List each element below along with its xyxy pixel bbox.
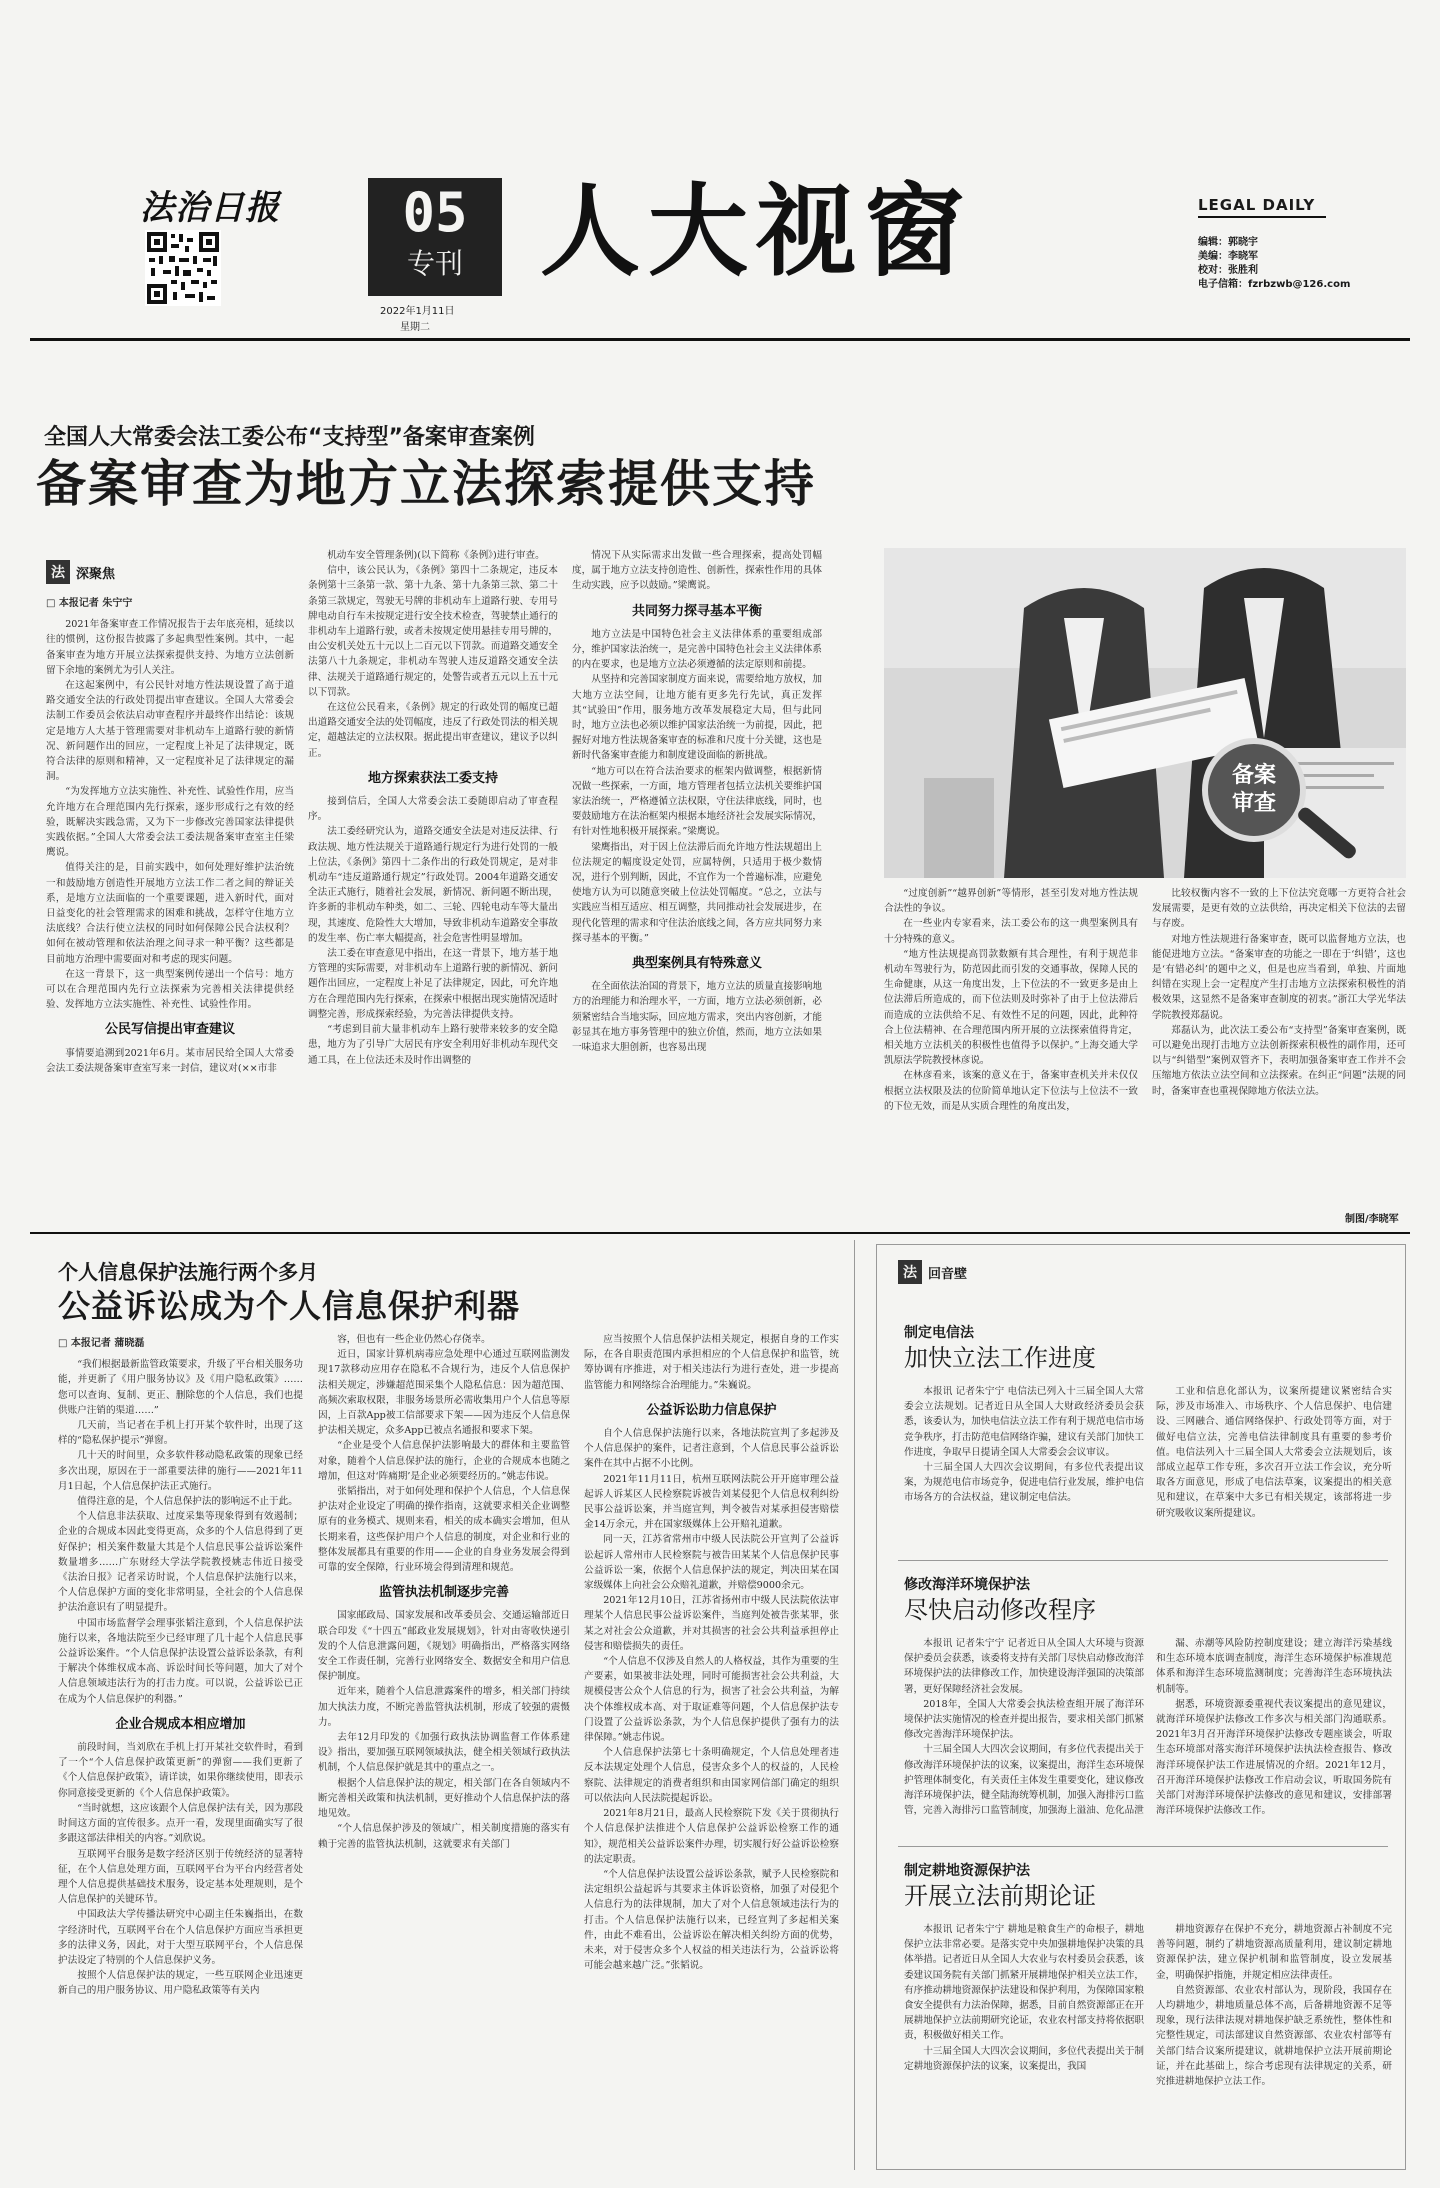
subheading: 监管执法机制逐步完善: [378, 1585, 509, 1601]
sidebar-item-2-kicker: 修改海洋环境保护法: [904, 1577, 1030, 1593]
sidebar-item-2-col-2: [1156, 1636, 1392, 1836]
paragraph: 张韬指出，对于如何处理和保护个人信息，个人信息保护法对企业设定了明确的操作指南，这就要求相关企业调整原有的业务模式、规则来看，相关的成本确实会增加，但从长期来看，这些保护用户个人信息的制度，对企业和行业的整体发展都具有重要的作用——企业的自身业务发展会得到可靠的安全保障，行业环境会得到清理和规范。: [318, 1486, 570, 1574]
paragraph: 个人信息非法获取、过度采集等现象得到有效遏制；企业的合规成本因此变得更高，众多的个人信息得到了更好保护；相关案件数量大其是个人信息民事公益诉讼案件数量增多……广东财经大学法学院教授姚志伟近日接受《法治日报》记者采访时说，个人信息保护法施行以来，个人信息保护方面的变化非常明显，全社会的个人信息保护法治意识有了明显提升。: [58, 1511, 303, 1614]
section-title: 人大视窗: [540, 173, 972, 290]
paragraph: 对地方性法规进行备案审查，既可以监督地方立法，也能促进地方立法。“备案审查的功能之一即在于‘纠错’，这也是‘有错必纠’的题中之义，但是也应当看到，单独、片面地纠错在实现上会一定程度产生打击地方立法探索积极性的消极效果，这显然不是备案审查制度的初衷。”浙江大学光华法学院教授郑磊说。: [1152, 933, 1406, 1021]
paragraph: 法工委经研究认为，道路交通安全法是对违反法律、行政法规、地方性法规关于道路通行规定行为进行处罚的一般上位法，《条例》第四十二条作出的行政处罚规定，是对非机动车“违反道路通行规定”行政处罚。2004年道路交通安全法正式施行，随着社会发展，新情况、新问题不断出现，许多新的非机动车种类，如二、三轮、四轮电动车等大量出现，其速度、危险性大大增加，导致非机动车道路安全事故的发生率、伤亡率大幅提高，社会危害性明显增加。: [308, 826, 558, 944]
sidebar-item-1-col-2: [1156, 1384, 1392, 1554]
paragraph: 信中，该公民认为，《条例》第四十二条规定，违反本条例第十三条第一款、第十九条、第十九条第三款、第二十条第三款规定，驾驶无号牌的非机动车上道路行驶、专用号牌电动自行车未按规定进行安全技术检查，驾驶禁止通行的非机动车上道路行驶，或者未按规定使用悬挂专用号牌的，由公安机关处五十元以上二百元以下罚款。而道路交通安全法第八十九条规定，非机动车驾驶人违反道路交通安全法律、法规关于道路通行规定的，处警告或者五元以上五十元以下罚款。: [308, 565, 558, 698]
paragraph: 工业和信息化部认为，议案所提建议紧密结合实际，涉及市场准入、市场秩序、个人信息保护、电信建设、三网融合、通信网络保护、行政处罚等方面，对于做好电信立法，完善电信法律制度具有重要的参考价值。电信法列入十三届全国人大常委会立法规划后，该部成立起草工作专班，多次召开立法工作会议，充分听取各方面意见，形成了电信法草案，议案提出的相关意见和建议，在草案中大多已有相关规定，该部将进一步研究吸收议案所提建议。: [1156, 1386, 1392, 1519]
sidebar-divider: [898, 1560, 1388, 1561]
paragraph: 值得关注的是，目前实践中，如何处理好维护法治统一和鼓励地方创造性开展地方立法工作二者之间的辩证关系，是地方立法面临的一个重要课题，进入新时代，面对日益变化的社会管理需求的困难和挑战，怎样守住地方立法底线？合法行使立法权的同时如何保障公民合法权利？如何在被动管理和依法治理之间寻求一种平衡？这些都是目前地方治理中需要面对和考虑的现实问题。: [46, 862, 294, 965]
paragraph: “当时就想，这应该跟个人信息保护法有关，因为那段时间这方面的宣传很多。点开一看，发现里面确实写了很多跟这部法律相关的内容。”刘欣说。: [58, 1802, 303, 1845]
paragraph: 自然资源部、农业农村部认为，现阶段，我国存在人均耕地少，耕地质量总体不高，后备耕地资源不足等现象，现行法律法规对耕地保护缺乏系统性，整体性和完整性规定，司法部建议自然资源部、农业农村部等有关部门结合议案所提建议，就耕地保护立法开展前期论证，并在此基础上，综合考虑现有法律规定的关系，研究推进耕地保护立法工作。: [1156, 1984, 1392, 2088]
paragraph: 十三届全国人大四次会议期间，多位代表提出关于制定耕地资源保护法的议案，议案提出，我国: [904, 2045, 1144, 2072]
sidebar-item-2-col-1: [904, 1636, 1144, 1836]
paragraph: 十三届全国人大四次会议期间，有多位代表提出关于修改海洋环境保护法的议案，议案提出，海洋生态环境保护管理体制变化，有关责任主体发生重要变化，建议修改海洋环境保护法，健全陆海统筹机制，加强入海排污口监管，完善入海排污口监管制度，加强海上溢油、危化品泄: [904, 1744, 1144, 1817]
lead-col-2: [308, 548, 558, 1228]
lead-byline: □ 本报记者 朱宁宁: [46, 598, 133, 609]
lead-graphic-credit: 制图/李晓军: [1345, 1214, 1399, 1225]
paragraph: 情况下从实际需求出发做一些合理探索，提高处罚幅度，属于地方立法支持创造性、创新性，探索性作用的具体生动实践，应予以鼓励。”梁鹰说。: [572, 550, 822, 592]
issue-date: 2022年1月11日: [380, 306, 455, 317]
page-number: 05: [402, 181, 468, 244]
paragraph: 地方立法是中国特色社会主义法律体系的重要组成部分，维护国家法治统一，是完善中国特色社会主义法律体系的内在要求，也是地方立法必须遵循的法定原则和前提。: [572, 628, 822, 671]
paragraph: 根据个人信息保护法的规定，相关部门在各自领域内不断完善相关政策和执法机制，更好推动个人信息保护法的落地见效。: [318, 1777, 570, 1820]
paragraph: 梁鹰指出，对于因上位法滞后而允许地方性法规超出上位法规定的幅度设定处罚，应属特例，只适用于极少数情况，进行个别判断，因此，不宜作为一个普遍标准，应避免使地方认为可以随意突破上位法处罚幅度。“总之，立法与实践应当相互适应、相互调整，共同推动社会发展进步，在现代化管理的需求和守住法治底线之间，各方应共同努力来探寻基本的平衡。”: [572, 841, 822, 944]
english-name: LEGAL DAILY: [1198, 196, 1316, 214]
lead-col-4: [884, 886, 1138, 1228]
page-kind: 专刊: [406, 247, 463, 280]
paragraph: 同一天，江苏省常州市中级人民法院公开宣判了公益诉讼起诉人常州市人民检察院与被告田某某个人信息保护民事公益诉讼一案，依据个人信息保护法的规定，判决田某在国家级媒体上向社会公众赔礼道歉，并赔偿9000余元。: [584, 1534, 839, 1592]
paragraph: 容，但也有一些企业仍然心存侥幸。: [337, 1334, 491, 1345]
lead-column-tag-label: 深聚焦: [76, 566, 116, 582]
paragraph: 自个人信息保护法施行以来，各地法院宣判了多起涉及个人信息保护的案件，记者注意到，个人信息民事公益诉讼案件在其中占据不小比例。: [584, 1428, 839, 1470]
english-name-rule: [1198, 216, 1326, 218]
paragraph: “地方性法规提高罚款数额有其合理性，有利于规范非机动车驾驶行为，防范因此而引发的交通事故，保障人民的生命健康，从这一角度出发，上下位法的不一致更多是由上位法滞后所造成的，而下位法则及时弥补了由于上位法滞后而造成的立法供给不足、有效性不足的问题，因此，此种符合上位法精神、在合理范围内所开展的立法探索值得肯定，相关地方立法机关的积极性也值得予以保护。”上海交通大学凯原法学院教授林彦说。: [884, 948, 1138, 1067]
badge-line-1: 备案: [1231, 763, 1276, 788]
sidebar-column-tag: [898, 1260, 967, 1284]
paragraph: 值得注意的是，个人信息保护法的影响远不止于此。: [77, 1496, 298, 1508]
paragraph: 据悉，环境资源委重视代表议案提出的意见建议，就海洋环境保护法修改工作多次与相关部门沟通联系。2021年3月召开海洋环境保护法修改专题座谈会，听取生态环境部对落实海洋环境保护法执法检查报告、修改海洋环境保护法工作进展情况的介绍。2021年12月，召开海洋环境保护法修改工作启动会议，听取国务院有关部门对海洋环境保护法修改的意见和建议，安排部署海洋环境保护法修改工作。: [1156, 1698, 1392, 1817]
paragraph: 本报讯 记者朱宁宁 记者近日从全国人大环境与资源保护委员会获悉，该委将支持有关部门尽快启动修改海洋环境保护法的法律修改工作，加快建设海洋强国的决策部署，更好保障经济社会发展。: [904, 1638, 1144, 1695]
sidebar-item-3-col-1: [904, 1922, 1144, 2162]
paragraph: “为发挥地方立法实施性、补充性、试验性作用，应当允许地方在合理范围内先行探索，逐步形成行之有效的经验，既解决实践急需，又为下一步修改完善国家法律提供实践依据。”全国人大常委会法工委法规备案审查室主任梁鹰说。: [46, 786, 294, 859]
sidebar-column-tag-label: 回音壁: [928, 1266, 968, 1282]
sidebar-item-1-kicker: 制定电信法: [904, 1325, 974, 1341]
credit-proofreader: 校对：张胜利: [1198, 265, 1258, 276]
credit-designer: 美编：李晓军: [1198, 251, 1258, 262]
paper-logo: 法治日报: [140, 188, 280, 228]
sidebar-divider: [898, 1846, 1388, 1847]
lead-column-tag: [46, 560, 115, 584]
paragraph: 近日，国家计算机病毒应急处理中心通过互联网监测发现17款移动应用存在隐私不合规行为，违反个人信息保护法相关规定，涉嫌超范围采集个人隐私信息：因为超范围、高频次索取权限，非服务场景所必需收集用户个人信息等原因，上百款App被工信部要求下架——因为违反个人信息保护法相关规定，众多App已被点名通报和要求下架。: [318, 1349, 570, 1437]
lead-kicker: 全国人大常委会法工委公布“支持型”备案审查案例: [44, 425, 535, 450]
paragraph: “我们根据最新监管政策要求，升级了平台相关服务功能，并更新了《用户服务协议》及《用户隐私政策》……您可以查询、复制、更正、删除您的个人信息，我们也提供账户注销的渠道……”: [58, 1359, 303, 1416]
paragraph: 前段时间，当刘欣在手机上打开某社交软件时，看到了一个“个人信息保护政策更新”的弹窗——我们更新了《个人信息保护政策》，请详读，如果你继续使用，即表示你同意接受更新的《个人信息保护政策》。: [58, 1742, 303, 1799]
subheading: 公民写信提出审查建议: [104, 1022, 235, 1038]
lead-col-1: [46, 592, 294, 1228]
credits-block: [1198, 236, 1350, 292]
article2-col-1: [58, 1332, 303, 2172]
lead-headline: 备案审查为地方立法探索提供支持: [36, 455, 816, 513]
paragraph: 十三届全国人大四次会议期间，有多位代表提出议案，为规范电信市场竞争，促进电信行业发展，维护电信市场各方的合法权益，建议制定电信法。: [904, 1462, 1144, 1504]
paragraph: 本报讯 记者朱宁宁 电信法已列入十三届全国人大常委会立法规划。记者近日从全国人大财政经济委员会获悉，该委认为，加快电信法立法工作有利于规范电信市场竞争秩序，打击防范电信网络诈骗，建议有关部门加快工作进度，争取早日提请全国人大常委会会议审议。: [904, 1386, 1144, 1458]
article2-col-3: [584, 1332, 839, 2172]
review-badge: [1202, 738, 1306, 842]
paragraph: 几十天的时间里，众多软件移动隐私政策的现象已经多次出现，原因在于一部重要法律的施行——2021年11月1日起，个人信息保护法正式施行。: [58, 1450, 303, 1492]
paragraph: 中国政法大学传播法研究中心副主任朱巍指出，在数字经济时代，互联网平台在个人信息保护方面应当承担更多的法律义务，因此，对于大型互联网平台，个人信息保护法设定了特别的个人信息保护义务。: [58, 1909, 303, 1966]
masthead-rule: [30, 338, 1410, 341]
paragraph: 按照个人信息保护法的规定，一些互联网企业迅速更新自己的用户服务协议、用户隐私政策等有关内: [58, 1970, 303, 1997]
qr-code: [145, 230, 221, 306]
paragraph: 接到信后，全国人大常委会法工委随即启动了审查程序。: [308, 796, 558, 823]
paragraph: “企业是受个人信息保护法影响最大的群体和主要监管对象，随着个人信息保护法的施行，企业的合规成本也随之增加，但这对‘阵痛期’是企业必须要经历的。”姚志伟说。: [318, 1440, 570, 1482]
credit-editor: 编辑：郭晓宇: [1198, 237, 1258, 248]
paragraph: “考虑到目前大量非机动车上路行驶带来较多的安全隐患，地方为了引导广大居民有序安全利用好非机动车现代交通工具，在上位法还未及时作出调整的: [308, 1024, 558, 1066]
paragraph: 近年来，随着个人信息泄露案件的增多，相关部门持续加大执法力度，不断完善监管执法机制，形成了较强的震慑力。: [318, 1686, 570, 1728]
paragraph: 在一些业内专家看来，法工委公布的这一典型案例具有十分特殊的意义。: [884, 918, 1138, 945]
paragraph: 2021年11月11日，杭州互联网法院公开开庭审理公益起诉人诉某区人民检察院诉被告刘某侵犯个人信息权利纠纷民事公益诉讼案，并当庭宣判，判令被告对某承担侵害赔偿金14万余元，并在国家级媒体上公开赔礼道歉。: [584, 1473, 839, 1531]
paragraph: 在这一背景下，这一典型案例传递出一个信号：地方可以在合理范围内先行立法探索为完善相关法律提供经验、发挥地方立法实施性、补充性、试验性作用。: [46, 968, 294, 1011]
paragraph: 耕地资源存在保护不充分，耕地资源占补制度不完善等问题，制约了耕地资源高质量利用，建议制定耕地资源保护法，建立保护机制和监管制度，设立发展基金，明确保护指施，并规定相应法律责任。: [1156, 1924, 1392, 1981]
article2-col-2: [318, 1332, 570, 2172]
badge-line-2: 审查: [1231, 791, 1276, 816]
paragraph: “个人信息保护法设置公益诉讼条款，赋予人民检察院和法定组织公益起诉与其要求主体诉讼资格，加强了对侵犯个人信息行为的法律规制，加大了对个人信息领域违法行为的打击。个人信息保护法施行以来，已经宣判了多起相关案件，由此不难看出，公益诉讼在解决相关纠纷方面的优势，未来，对于侵害众多个人权益的相关违法行为，公益诉讼将可能会越来越广泛。”张韬说。: [584, 1868, 839, 1972]
paragraph: 2021年8月21日，最高人民检察院下发《关于贯彻执行个人信息保护法推进个人信息保护公益诉讼检察工作的通知》，规范相关公益诉讼案件办理，切实履行好公益诉讼检察的法定职责。: [584, 1808, 839, 1865]
paragraph: 在林彦看来，该案的意义在于，备案审查机关并未仅仅根据立法权限及法的位阶简单地认定下位法与上位法不一致的下位无效，而是从实质合理性的角度出发，: [884, 1070, 1138, 1112]
paragraph: 几天前，当记者在手机上打开某个软件时，出现了这样的“隐私保护提示”弹窗。: [58, 1420, 303, 1447]
paragraph: “地方可以在符合法治要求的框架内做调整，根据新情况做一些探索，一方面，地方管理者包括立法机关要维护国家法治统一，严格遵循立法权限，守住法律底线，同时，也要鼓励地方在法治框架内根据本地经济社会发展实际情况，有针对性地积极开展探索。”梁鹰说。: [572, 765, 822, 838]
sidebar-item-1-col-1: [904, 1384, 1144, 1554]
paragraph: 漏、赤潮等风险防控制度建设；建立海洋污染基线和生态环境本底调查制度，海洋生态环境保护标准规范体系和海洋生态环境监测制度；完善海洋生态环境执法机制等。: [1156, 1638, 1392, 1695]
credit-email: 电子信箱：fzrbzwb@126.com: [1198, 279, 1351, 290]
paragraph: “个人信息不仅涉及自然人的人格权益，其作为重要的生产要素，如果被非法处理，同时可能损害社会公共利益，大规模侵害公众个人信息的行为，损害了社会公共利益，为解决个体维权成本高、对于取证难等问题，个人信息保护法专门设置了公益诉讼条款，为个人信息保护提供了强有力的法律保障。”姚志伟说。: [584, 1656, 839, 1744]
sidebar-item-2-headline: 尽快启动修改程序: [904, 1596, 1096, 1624]
paragraph: 应当按照个人信息保护法相关规定，根据自身的工作实际，在各自职责范围内承担相应的个人信息保护和监管，统筹协调有序推进，对于相关违法行为进行查处，进一步提高监管能力和网络综合治理能力。”朱巍说。: [584, 1334, 839, 1391]
page-number-box: [368, 178, 502, 296]
lead-col-5: [1152, 886, 1406, 1206]
article2-byline: □ 本报记者 蒲晓磊: [58, 1338, 145, 1349]
paragraph: 2021年备案审查工作情况报告于去年底亮相，延续以往的惯例，这份报告披露了多起典型性案例。其中，一起备案审查为地方开展立法探索提供支持、为地方立法创新留下余地的案例尤为引人关注。: [46, 619, 294, 676]
paragraph: 从坚持和完善国家制度方面来说，需要给地方放权，加大地方立法空间，让地方能有更多先行先试，真正发挥其“试验田”作用，服务地方改革发展稳定大局，但与此同时，地方立法也必须以维护国家法治统一为前提，因此，把握好对地方性法规备案审查的标准和尺度十分关键，这也是新时代备案审查能力和制度建设面临的新挑战。: [572, 674, 822, 762]
paragraph: 事情要追溯到2021年6月。某市居民给全国人大常委会法工委法规备案审查室写来一封信，建议对(××市非: [46, 1047, 294, 1074]
paragraph: 中国市场监督学会理事张韬注意到，个人信息保护法施行以来，各地法院至少已经审理了几十起个人信息民事公益诉讼案件。“个人信息保护法设置公益诉讼条款，有利于解决个体维权成本高、诉讼时间长等问题，加大了对个人信息领域违法行为的打击力度。可以说，公益诉讼已正在成为个人信息保护的利器。”: [58, 1617, 303, 1705]
paragraph: 互联网平台服务是数字经济区别于传统经济的显著特征，在个人信息处理方面，互联网平台为平台内经营者处理个人信息提供基础技术服务，设定基本处理规则，是个人信息保护的关键环节。: [58, 1848, 303, 1906]
paragraph: 个人信息保护法第七十条明确规定，个人信息处理者违反本法规定处理个人信息，侵害众多个人的权益的，人民检察院、法律规定的消费者组织和由国家网信部门确定的组织可以依法向人民法院提起诉讼。: [584, 1747, 839, 1804]
paragraph: 国家邮政局、国家发展和改革委员会、交通运输部近日联合印发《“十四五”邮政业发展规划》，针对由寄收快递引发的个人信息泄露问题，《规划》明确指出，严格落实网络安全工作责任制，完善行业网络安全、数据安全和用户信息保护制度。: [318, 1610, 570, 1683]
paragraph: “过度创新”“越界创新”等情形，甚至引发对地方性法规合法性的争议。: [884, 888, 1138, 915]
paragraph: “个人信息保护涉及的领域广，相关制度措施的落实有赖于完善的监管执法机制，这就要求有关部门: [318, 1823, 570, 1850]
issue-weekday: 星期二: [400, 322, 430, 333]
paragraph: 郑磊认为，此次法工委公布“支持型”备案审查案例，既可以避免出现打击地方立法创新探索积极性的副作用，还可以与“纠错型”案例双管齐下，表明加强备案审查工作并不会压缩地方依法立法空间和立法探索。在纠正“问题”法规的同时，备案审查也重视保障地方依法立法。: [1152, 1024, 1406, 1097]
lead-photo: [884, 548, 1406, 878]
section-divider: [30, 1232, 1410, 1234]
sidebar-item-1-headline: 加快立法工作进度: [904, 1344, 1096, 1372]
subheading: 共同努力探寻基本平衡: [631, 603, 762, 619]
column-tag-icon: 法: [898, 1260, 922, 1284]
article2-kicker: 个人信息保护法施行两个多月: [58, 1260, 318, 1284]
lead-col-3: [572, 548, 822, 1228]
sidebar-item-3-col-2: [1156, 1922, 1392, 2162]
subheading: 企业合规成本相应增加: [115, 1716, 246, 1732]
article2-headline: 公益诉讼成为个人信息保护利器: [58, 1287, 521, 1325]
sidebar-item-3-headline: 开展立法前期论证: [904, 1882, 1096, 1910]
subheading: 地方探索获法工委支持: [367, 770, 498, 786]
sidebar-item-3-kicker: 制定耕地资源保护法: [904, 1863, 1030, 1879]
paragraph: 2021年12月10日，江苏省扬州市中级人民法院依法审理某个人信息民事公益诉讼案件，当庭判处被告张某罪，张某之对社会公众道歉，并对其损害的社会公共利益承担停止侵害和赔偿损失的责任。: [584, 1595, 839, 1652]
paragraph: 去年12月印发的《加强行政执法协调监督工作体系建设》指出，要加强互联网领域执法，健全相关领域行政执法机制，个人信息保护就是其中的重点之一。: [318, 1732, 570, 1774]
paragraph: 2018年，全国人大常委会执法检查组开展了海洋环境保护法实施情况的检查并提出报告，要求相关部门抓紧修改完善海洋环境保护法。: [904, 1698, 1144, 1741]
column-tag-icon: 法: [46, 560, 70, 584]
subheading: 典型案例具有特殊意义: [631, 956, 762, 972]
paragraph: 在全面依法治国的背景下，地方立法的质量直接影响地方的治理能力和治理水平，一方面，地方立法必须创新，必须紧密结合当地实际，回应地方需求，突出内容创新，才能彰显其在地方事务管理中的独立价值，然而，地方立法如果一味追求大胆创新，也容易出现: [572, 981, 822, 1054]
paragraph: 法工委在审查意见中指出，在这一背景下，地方基于地方管理的实际需要，对非机动车上道路行驶的新情况、新问题作出回应，一定程度上补足了法律规定，因此，可允许地方在合理范围内先行探索，在探索中根据出现实施情况适时调整完善，形成探索经验，为完善法律提供支持。: [308, 948, 558, 1020]
paragraph: 机动车安全管理条例)(以下简称《条例》)进行审查。: [327, 550, 545, 561]
paragraph: 在这起案例中，有公民针对地方性法规设置了高于道路交通安全法的行政处罚提出审查建议。全国人大常委会法制工作委员会依法启动审查程序并最终作出结论：该规定是地方人大基于管理需要对非机动车上道路行驶的新情况、新问题作出的回应，一定程度上补足了法律规定，既符合法律的原则和精神，又一定程度补足了法律规定的漏洞。: [46, 680, 294, 783]
paragraph: 比较权衡内容不一致的上下位法究竟哪一方更符合社会发展需要，是更有效的立法供给，再决定相关下位法的去留与存废。: [1152, 888, 1406, 930]
paragraph: 本报讯 记者朱宁宁 耕地是粮食生产的命根子，耕地保护立法非常必要。是落实党中央加强耕地保护决策的具体举措。记者近日从全国人大农业与农村委员会获悉，该委建议国务院有关部门抓紧开展耕地保护相关立法工作，有序推动耕地资源保护法建设和保护利用，为保障国家粮食安全提供有力法治保障，据悉，目前自然资源部正在开展耕地保护立法前期研究论证，农业农村部支持将依据职责，积极做好相关工作。: [904, 1924, 1144, 2042]
paragraph: 在这位公民看来，《条例》规定的行政处罚的幅度已超出道路交通安全法的处罚幅度，违反了行政处罚法的相关规定，超越法定的立法权限。据此提出审查建议，建议予以纠正。: [308, 702, 558, 759]
subheading: 公益诉讼助力信息保护: [646, 1402, 777, 1418]
